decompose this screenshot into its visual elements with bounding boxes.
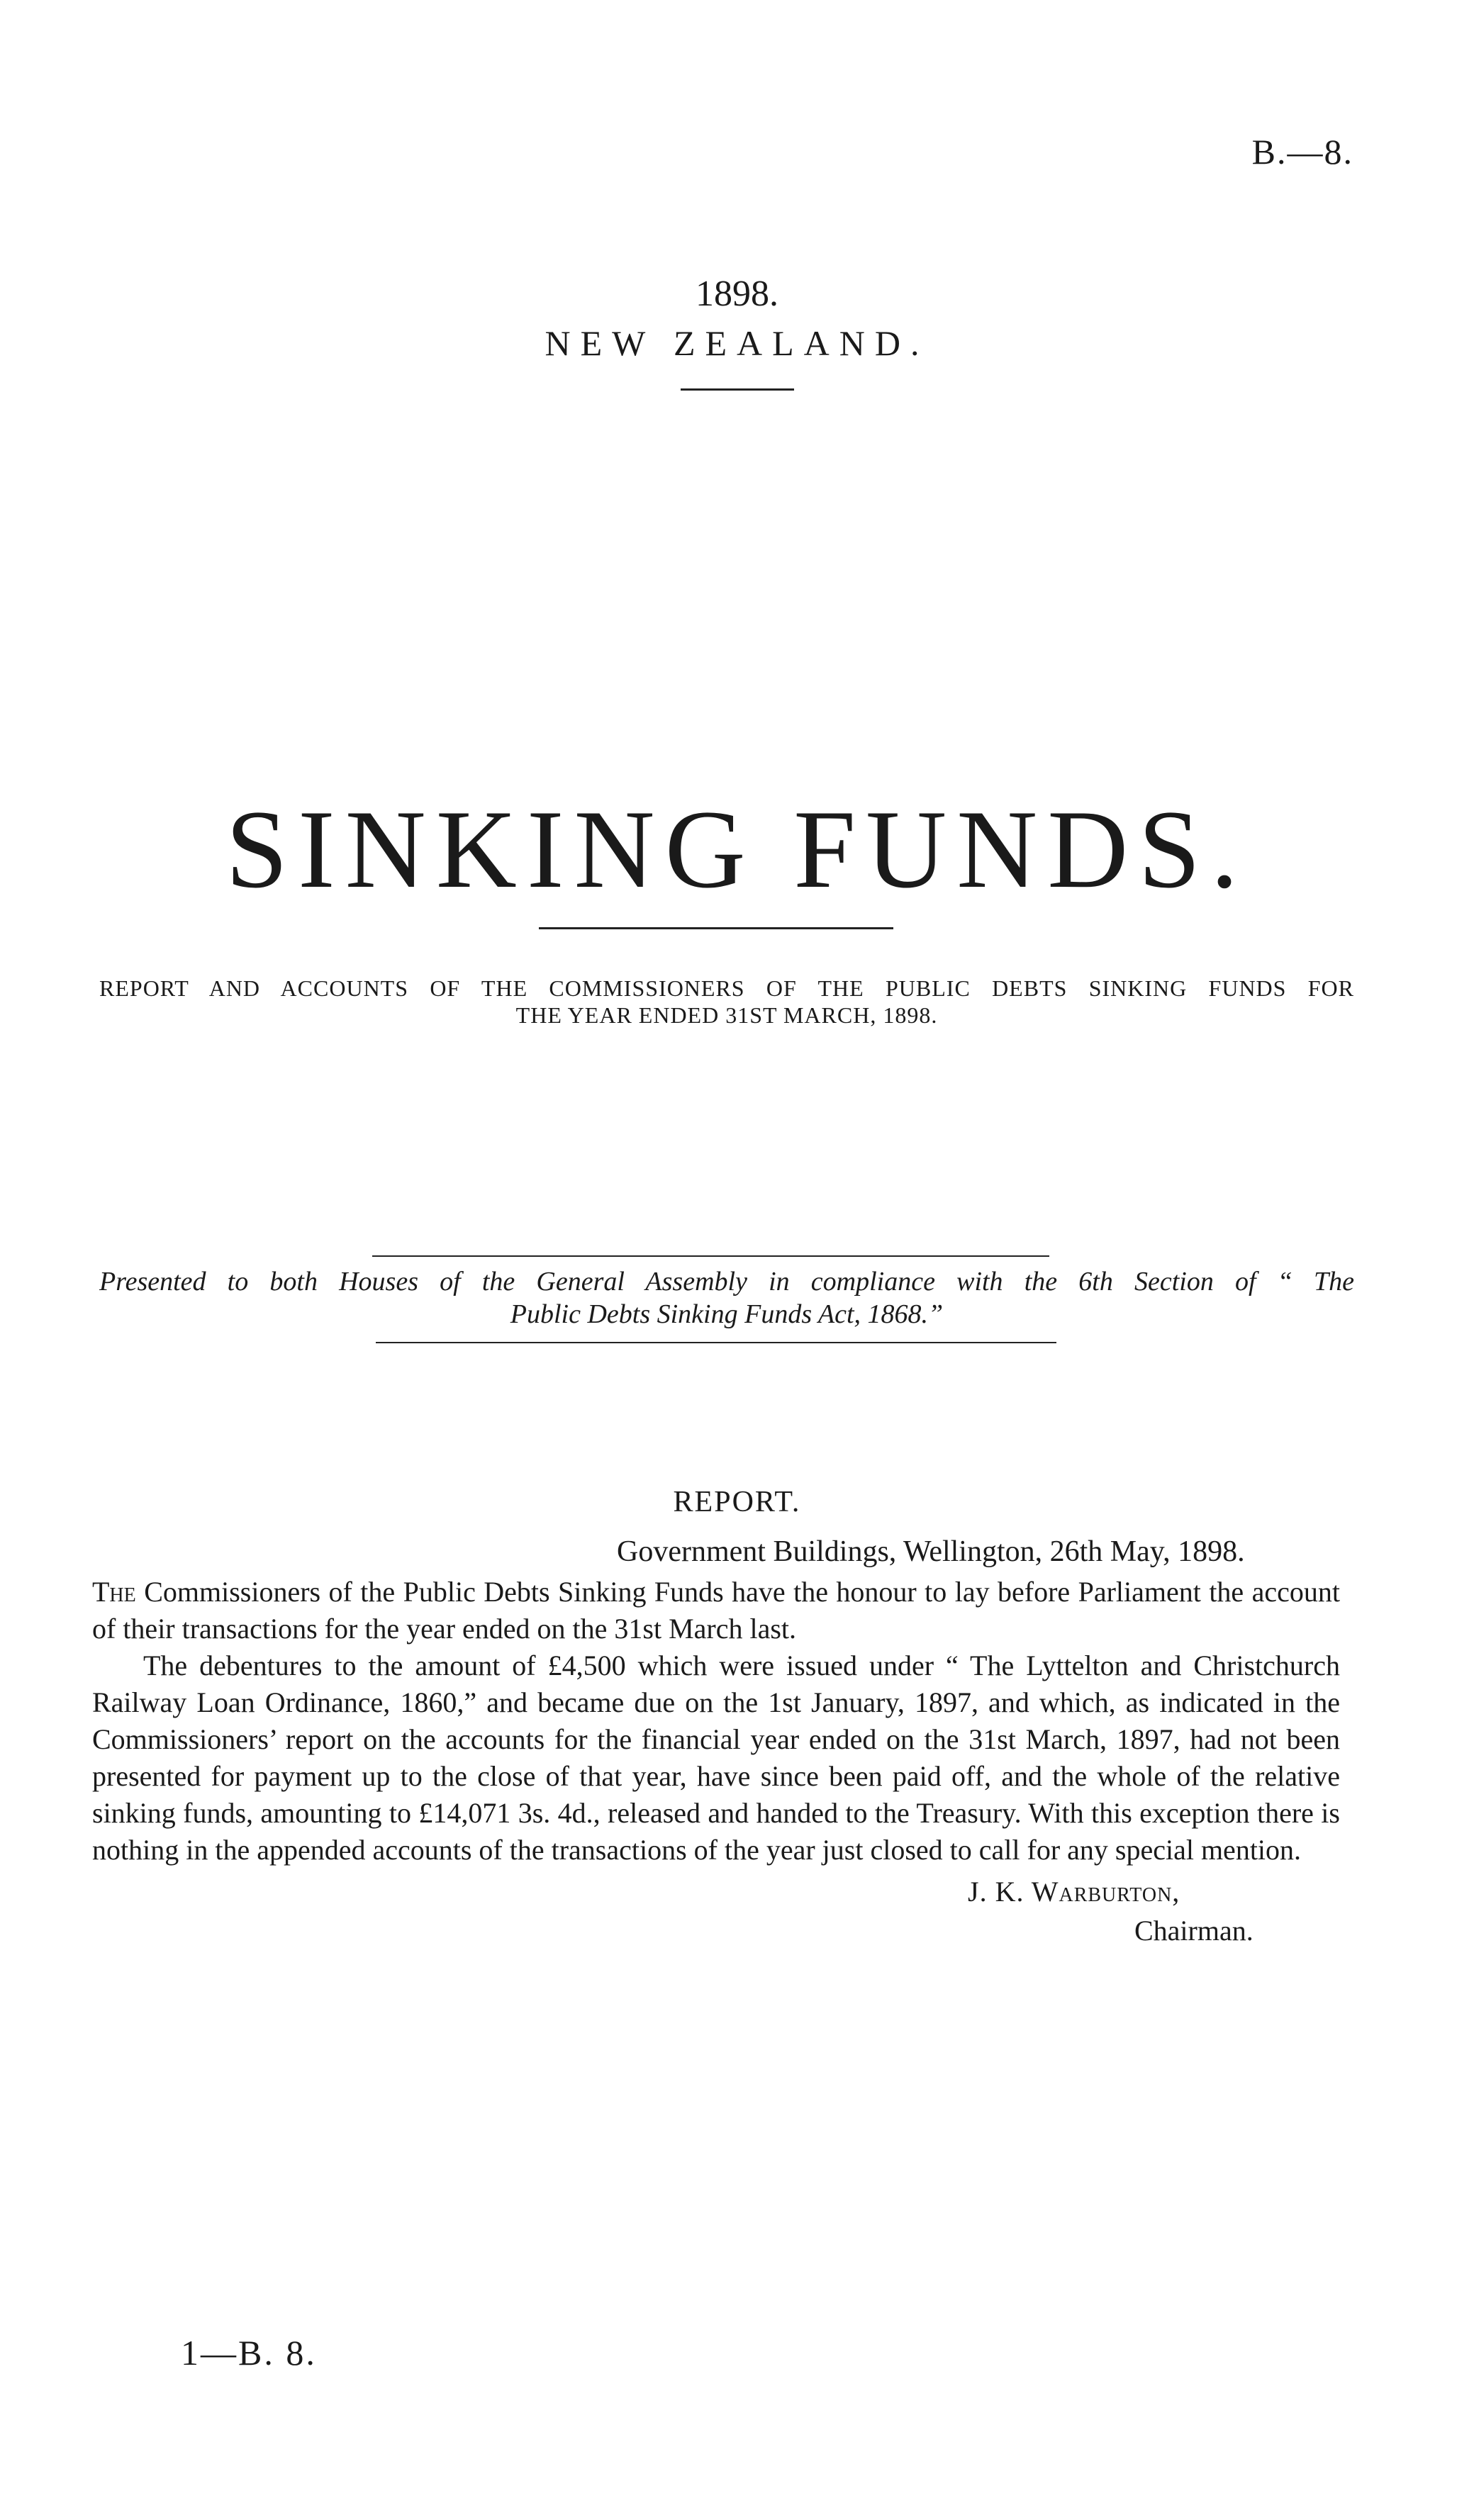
signatory-role: Chairman. bbox=[1134, 1915, 1254, 1947]
presentation-line-1: Presented to both Houses of the General Assembly in compliance with the 6th Section of “ The bbox=[99, 1267, 1354, 1297]
divider-rule bbox=[681, 388, 794, 391]
report-body bbox=[92, 1574, 1340, 1869]
report-subtitle bbox=[99, 975, 1354, 1029]
subtitle-line-2: THE YEAR ENDED 31ST MARCH, 1898. bbox=[515, 1002, 938, 1028]
place-date: Government Buildings, Wellington, 26th May, 1898. bbox=[617, 1535, 1245, 1568]
divider-rule bbox=[372, 1255, 1049, 1257]
document-reference: B.—8. bbox=[1251, 132, 1353, 172]
divider-rule bbox=[376, 1342, 1056, 1343]
page-title: SINKING FUNDS. bbox=[225, 788, 1249, 912]
country: NEW ZEALAND. bbox=[545, 323, 929, 363]
year: 1898. bbox=[696, 274, 778, 314]
paragraph-lead: The bbox=[92, 1576, 136, 1608]
subtitle-line-1: REPORT AND ACCOUNTS OF THE COMMISSIONERS OF THE PUBLIC DEBTS SINKING FUNDS FOR bbox=[99, 975, 1354, 1001]
report-paragraph-2: The debentures to the amount of £4,500 which were issued under “ The Lyttelton and Christchurch Railway Loan Ordinance, 1860,” and became due on the 1st January, 1897, and which, as indicated in the Commissioners’ report on the accounts for the financial year ended on the 31st March, 1897, had not been presented for payment up to the close of that year, have since been paid off, and the whole of the relative sinking funds, amounting to £14,071 3s. 4d., released and handed to the Treasury. With this exception there is nothing in the appended accounts of the transactions of the year just closed to call for any special mention. bbox=[92, 1650, 1340, 1866]
paragraph-text: Commissioners of the Public Debts Sinking Funds have the honour to lay before Parliament the account of their transactions for the year ended on the 31st March last. bbox=[92, 1576, 1340, 1645]
presentation-note bbox=[99, 1265, 1354, 1331]
report-paragraph-1 bbox=[92, 1574, 1340, 1647]
footer-page-reference: 1—B. 8. bbox=[181, 2333, 317, 2373]
presentation-line-2: Public Debts Sinking Funds Act, 1868.” bbox=[510, 1299, 944, 1329]
divider-rule bbox=[539, 927, 893, 929]
signatory-name: J. K. Warburton, bbox=[968, 1876, 1180, 1908]
report-heading: REPORT. bbox=[673, 1486, 801, 1518]
